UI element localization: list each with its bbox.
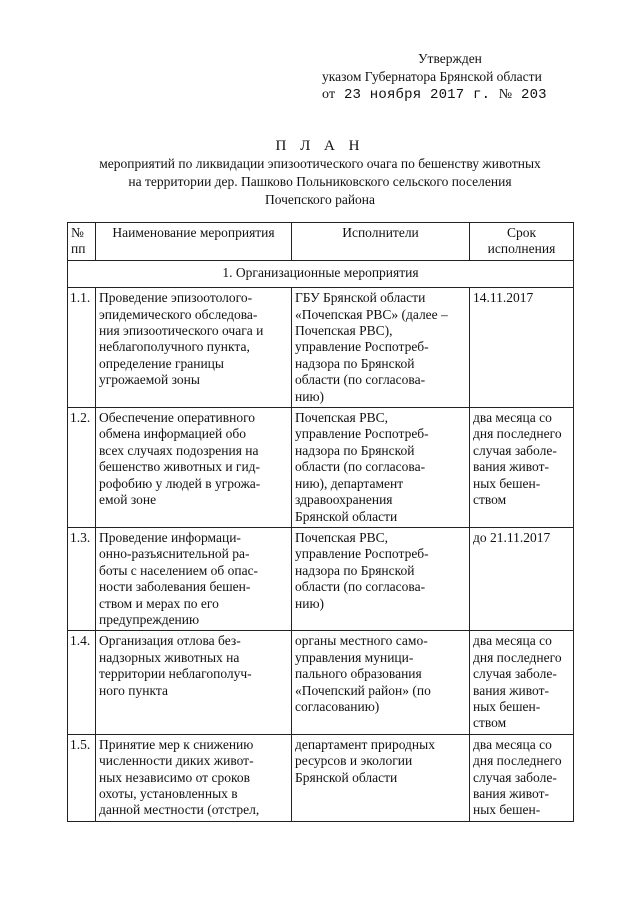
approval-line-date [322, 86, 547, 104]
row-executors: ГБУ Брянской области «Почепская РВС» (далее – Почепская РВС), управление Роспотреб- надзора по Брянской области (по согласова- нию) [292, 288, 470, 408]
header-num: № пп [68, 223, 96, 261]
header-term: Срок исполнения [470, 223, 574, 261]
header-name: Наименование мероприятия [96, 223, 292, 261]
approval-number-sign: № [498, 87, 513, 102]
table-row [68, 408, 574, 528]
row-executors: органы местного само- управления муници- пального образования «Почепский район» (по согласованию) [292, 631, 470, 734]
approval-number: 203 [520, 87, 547, 103]
row-num: 1.2. [68, 408, 96, 528]
table-row [68, 288, 574, 408]
row-name: Проведение информаци- онно-разъяснительной ра- боты с населением об опас- ности заболевания бешен- ством и мерах по его предупреждению [96, 527, 292, 630]
row-term: 14.11.2017 [470, 288, 574, 408]
section-row [68, 260, 574, 287]
row-term: два месяца со дня последнего случая заболе- вания живот- ных бешен- ством [470, 631, 574, 734]
row-name: Обеспечение оперативного обмена информацией обо всех случаях подозрения на бешенство животных и гид- рофобию у людей в угрожа- емой зоне [96, 408, 292, 528]
header-executors: Исполнители [292, 223, 470, 261]
approval-block [322, 50, 547, 104]
approval-line-decree: указом Губернатора Брянской области [322, 69, 542, 84]
approval-date-prefix: от [322, 87, 336, 102]
row-term: до 21.11.2017 [470, 527, 574, 630]
plan-table [67, 222, 574, 822]
row-executors: департамент природных ресурсов и экологии Брянской области [292, 734, 470, 821]
row-name: Проведение эпизоотолого- эпидемического обследова- ния эпизоотического очага и неблагополучного пункта, определение границы угрожаемой зоны [96, 288, 292, 408]
document-title: П Л А Н [275, 138, 365, 154]
row-executors: Почепская РВС, управление Роспотреб- надзора по Брянской области (по согласова- нию) [292, 527, 470, 630]
approval-date: 23 ноября 2017 г. [343, 87, 491, 103]
approval-line-approved: Утвержден [418, 51, 482, 66]
row-num: 1.4. [68, 631, 96, 734]
table-row [68, 734, 574, 821]
table-row [68, 631, 574, 734]
row-term: два месяца со дня последнего случая заболе- вания живот- ных бешен- [470, 734, 574, 821]
row-executors: Почепская РВС, управление Роспотреб- надзора по Брянской области (по согласова- нию), департамент здравоохранения Брянской области [292, 408, 470, 528]
row-term: два месяца со дня последнего случая заболе- вания живот- ных бешен- ством [470, 408, 574, 528]
row-num: 1.3. [68, 527, 96, 630]
document-subtitle: мероприятий по ликвидации эпизоотического очага по бешенству животных на территории дер. Пашково Польниковского сельского поселения Почепского района [99, 156, 541, 207]
row-num: 1.1. [68, 288, 96, 408]
section-title: 1. Организационные мероприятия [68, 260, 574, 287]
row-name: Принятие мер к снижению численности диких живот- ных независимо от сроков охоты, установленных в данной местности (отстрел, [96, 734, 292, 821]
row-num: 1.5. [68, 734, 96, 821]
table-header-row [68, 223, 574, 261]
table-row [68, 527, 574, 630]
row-name: Организация отлова без- надзорных животных на территории неблагополуч- ного пункта [96, 631, 292, 734]
